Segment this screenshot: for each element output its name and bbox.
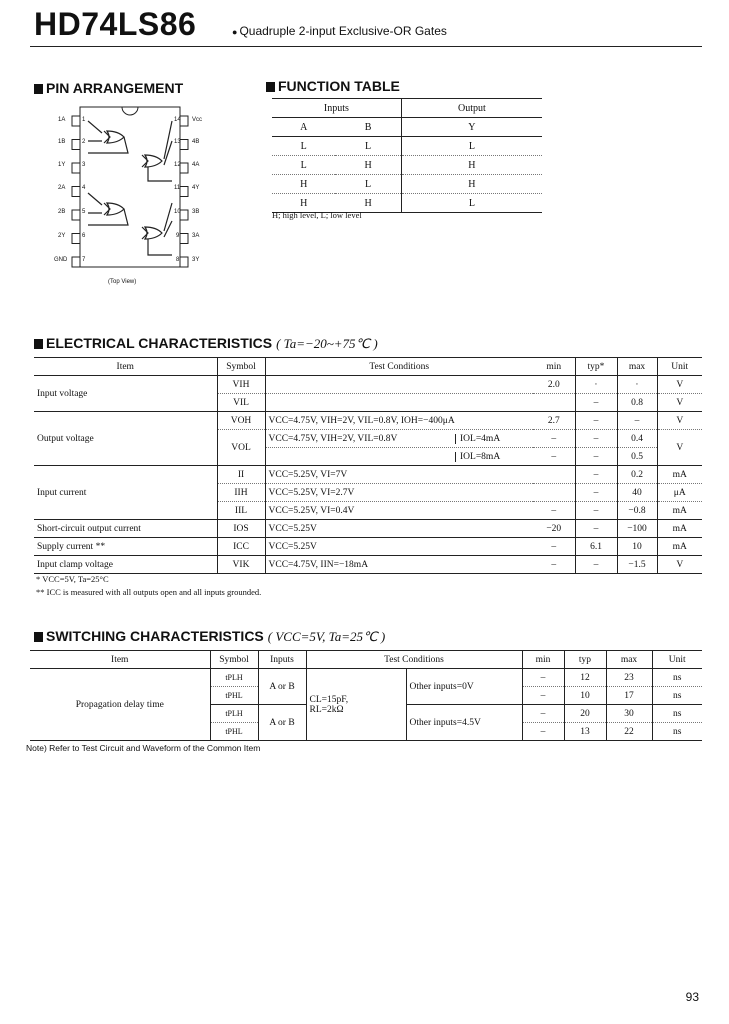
part-description: ● Quadruple 2-input Exclusive-OR Gates — [232, 24, 447, 38]
sw-min: – — [522, 669, 564, 687]
sw-symbol: tPLH — [210, 705, 258, 723]
ec-unit: mA — [657, 466, 702, 484]
ec-header-conditions: Test Conditions — [265, 358, 533, 376]
table-row — [34, 538, 702, 556]
ec-item: Input clamp voltage — [37, 559, 113, 570]
ec-symbol: VOH — [217, 412, 265, 430]
ec-cond — [265, 376, 533, 394]
ec-max: −1.5 — [617, 556, 657, 574]
pin-8-label: 3Y — [192, 257, 200, 263]
sw-header-item: Item — [111, 654, 129, 665]
table-row — [272, 156, 542, 175]
electrical-heading-row — [34, 335, 378, 353]
ec-cond — [265, 430, 533, 448]
pin-11-num: 11 — [174, 185, 181, 191]
ec-symbol: VIL — [217, 394, 265, 412]
table-row — [34, 556, 702, 574]
ec-unit: V — [657, 556, 702, 574]
table-row — [34, 466, 702, 484]
ec-typ: – — [575, 466, 617, 484]
sw-typ: 10 — [564, 687, 606, 705]
sw-cond-b: Other inputs=4.5V — [406, 705, 522, 741]
pin-9-num: 9 — [176, 233, 180, 239]
ft-cell: H — [364, 159, 372, 171]
ec-min — [533, 394, 575, 412]
pin-11-label: 4Y — [192, 185, 200, 191]
function-table — [272, 98, 542, 213]
table-row — [272, 137, 542, 156]
sw-unit: ns — [652, 705, 702, 723]
ec-max: 0.5 — [617, 448, 657, 466]
ec-max: −100 — [617, 520, 657, 538]
pin-5-label: 2B — [58, 209, 66, 215]
ec-min: – — [551, 451, 557, 462]
pin-7-num: 7 — [82, 257, 86, 263]
ec-min — [533, 484, 575, 502]
ec-item: Output voltage — [34, 412, 217, 466]
sw-min: – — [522, 705, 564, 723]
sw-symbol: tPHL — [210, 687, 258, 705]
ec-typ: – — [575, 484, 617, 502]
ec-header-min: min — [546, 361, 562, 372]
ec-max: 10 — [617, 538, 657, 556]
ec-min: −20 — [546, 523, 562, 534]
ec-typ: · — [575, 376, 617, 394]
table-row — [272, 175, 542, 194]
sw-unit: ns — [652, 669, 702, 687]
pin-arrangement-heading: PIN ARRANGEMENT — [34, 80, 183, 96]
ft-cell: L — [300, 140, 307, 152]
ec-symbol: VIH — [217, 376, 265, 394]
ec-cond — [265, 394, 533, 412]
page-number: 93 — [685, 990, 699, 1004]
pin-4-num: 4 — [82, 185, 86, 191]
ft-inputs-header: Inputs — [323, 102, 349, 114]
ec-max: – — [617, 412, 657, 430]
ec-min: – — [551, 505, 557, 516]
ec-header-typ: typ* — [575, 358, 617, 376]
pin-7-label: GND — [54, 257, 68, 263]
sw-header-min: min — [522, 651, 564, 669]
pin-10-num: 10 — [174, 209, 181, 215]
sw-cond-a: Other inputs=0V — [406, 669, 522, 705]
ec-cond: VCC=5.25V — [265, 538, 533, 556]
sw-max: 22 — [606, 723, 652, 741]
pin-6-num: 6 — [82, 233, 86, 239]
switching-heading-row — [34, 628, 385, 646]
table-row — [34, 520, 702, 538]
ec-typ: – — [575, 520, 617, 538]
ft-cell: H — [300, 197, 308, 209]
ec-header-unit: Unit — [657, 358, 702, 376]
ft-cell: H — [401, 175, 542, 194]
pin-4-label: 2A — [58, 185, 66, 191]
ec-symbol: ICC — [217, 538, 265, 556]
ec-symbol: VOL — [217, 430, 265, 466]
function-table-note: H; high level, L; low level — [272, 210, 362, 220]
ec-min: – — [551, 541, 557, 552]
ft-cell: H — [401, 156, 542, 175]
ec-header-symbol: Symbol — [217, 358, 265, 376]
pin-10-label: 3B — [192, 209, 200, 215]
ft-cell: L — [401, 194, 542, 213]
ec-item: Short-circuit output current — [37, 523, 141, 534]
sw-header-inputs: Inputs — [258, 651, 306, 669]
pin-3-label: 1Y — [58, 162, 66, 168]
pin-3-num: 3 — [82, 162, 86, 168]
ec-typ: – — [575, 556, 617, 574]
sw-max: 30 — [606, 705, 652, 723]
table-row — [34, 412, 702, 430]
ec-max: 0.4 — [617, 430, 657, 448]
ft-cell: L — [401, 137, 542, 156]
sw-header-symbol: Symbol — [210, 651, 258, 669]
ec-cond: VCC=5.25V, VI=7V — [265, 466, 533, 484]
sw-inputs: A or B — [258, 705, 306, 741]
pin-2-num: 2 — [82, 139, 86, 145]
ec-min: 2.0 — [547, 379, 560, 390]
switching-condition: ( VCC=5V, Ta=25℃ ) — [267, 629, 386, 644]
ec-cond: VCC=4.75V, VIH=2V, VIL=0.8V, IOH=−400μA — [265, 412, 533, 430]
ec-unit: V — [657, 376, 702, 394]
top-view-label: (Top View) — [108, 279, 137, 285]
ec-unit: V — [657, 412, 702, 430]
ec-max: 0.2 — [617, 466, 657, 484]
ec-max: 0.8 — [617, 394, 657, 412]
sw-header-typ: typ — [564, 651, 606, 669]
table-row — [34, 376, 702, 394]
ec-item: Supply current ** — [37, 541, 106, 552]
sw-inputs: A or B — [258, 669, 306, 705]
sw-unit: ns — [652, 723, 702, 741]
sw-symbol: tPLH — [210, 669, 258, 687]
ec-max: · — [617, 376, 657, 394]
ft-cell: L — [300, 159, 307, 171]
ec-cond-sub: IOL=8mA — [455, 452, 530, 462]
pin-14-label: Vcc — [192, 117, 203, 123]
pin-5-num: 5 — [82, 209, 86, 215]
ec-typ: – — [575, 430, 617, 448]
sw-header-max: max — [606, 651, 652, 669]
table-row — [30, 669, 702, 687]
ec-unit: mA — [657, 520, 702, 538]
ec-symbol: II — [217, 466, 265, 484]
ec-unit: μA — [657, 484, 702, 502]
pin-13-label: 4B — [192, 139, 200, 145]
sw-load-cl: CL=15pF, — [309, 694, 349, 705]
ft-col-a: A — [300, 121, 308, 133]
ft-output-header: Output — [401, 99, 542, 118]
switching-note: Note) Refer to Test Circuit and Waveform of the Common Item — [26, 743, 261, 753]
sw-typ: 13 — [564, 723, 606, 741]
ec-unit: mA — [657, 538, 702, 556]
pin-6-label: 2Y — [58, 233, 66, 239]
ec-symbol: IOS — [217, 520, 265, 538]
pin-12-label: 4A — [192, 162, 200, 168]
ec-header-max: max — [617, 358, 657, 376]
pin-9-label: 3A — [192, 233, 200, 239]
part-number: HD74LS86 — [34, 6, 197, 42]
pin-8-num: 8 — [176, 257, 180, 263]
ec-min: – — [551, 433, 557, 444]
ec-typ: – — [575, 448, 617, 466]
ft-cell: H — [300, 178, 308, 190]
sw-header-conditions: Test Conditions — [306, 651, 522, 669]
switching-heading: SWITCHING CHARACTERISTICS — [34, 628, 264, 644]
pin-labels — [52, 103, 222, 273]
sw-max: 23 — [606, 669, 652, 687]
ec-cond: VCC=5.25V — [265, 520, 533, 538]
ec-header-item: Item — [116, 361, 134, 372]
ec-max: −0.8 — [617, 502, 657, 520]
sw-typ: 12 — [564, 669, 606, 687]
sw-unit: ns — [652, 687, 702, 705]
ec-min — [533, 466, 575, 484]
ec-symbol: VIK — [217, 556, 265, 574]
pin-13-num: 13 — [174, 139, 181, 145]
sw-max: 17 — [606, 687, 652, 705]
ec-unit: mA — [657, 502, 702, 520]
ft-col-y: Y — [401, 118, 542, 137]
ec-typ: 6.1 — [575, 538, 617, 556]
ec-typ: – — [575, 394, 617, 412]
ec-item: Input current — [34, 466, 217, 520]
ft-cell: L — [365, 178, 372, 190]
ec-symbol: IIL — [217, 502, 265, 520]
electrical-condition: ( Ta=−20~+75℃ ) — [276, 336, 378, 351]
ec-typ: – — [575, 502, 617, 520]
ec-cond: VCC=5.25V, VI=0.4V — [265, 502, 533, 520]
electrical-heading: ELECTRICAL CHARACTERISTICS — [34, 335, 272, 351]
function-table-heading: FUNCTION TABLE — [266, 78, 400, 94]
sw-item: Propagation delay time — [30, 669, 210, 741]
sw-load — [306, 669, 406, 741]
ec-max: 40 — [617, 484, 657, 502]
electrical-table — [34, 357, 702, 574]
ec-min: 2.7 — [547, 415, 560, 426]
sw-header-unit: Unit — [652, 651, 702, 669]
pin-14-num: 14 — [174, 117, 181, 123]
ft-cell: H — [364, 197, 372, 209]
ec-cond — [265, 448, 533, 466]
ec-item: Input voltage — [34, 376, 217, 412]
ec-footnote-2: ** ICC is measured with all outputs open and all inputs grounded. — [36, 587, 262, 597]
ft-col-b: B — [364, 121, 372, 133]
ec-cond: VCC=5.25V, VI=2.7V — [265, 484, 533, 502]
ec-footnote-1: * VCC=5V, Ta=25°C — [36, 574, 109, 584]
ft-cell: L — [365, 140, 372, 152]
pin-1-label: 1A — [58, 117, 66, 123]
header-rule — [30, 46, 702, 47]
sw-min: – — [522, 687, 564, 705]
pin-12-num: 12 — [174, 162, 181, 168]
ec-unit: V — [657, 430, 702, 466]
sw-min: – — [522, 723, 564, 741]
pin-2-label: 1B — [58, 139, 66, 145]
switching-table — [30, 650, 702, 741]
ec-unit: V — [657, 394, 702, 412]
ec-min: – — [551, 559, 557, 570]
sw-load-rl: RL=2kΩ — [309, 704, 344, 715]
sw-symbol: tPHL — [210, 723, 258, 741]
ec-cond-sub: IOL=4mA — [455, 434, 530, 444]
pin-1-num: 1 — [82, 117, 86, 123]
ec-typ: – — [575, 412, 617, 430]
ec-symbol: IIH — [217, 484, 265, 502]
ec-cond: VCC=4.75V, IIN=−18mA — [265, 556, 533, 574]
ec-cond-main: VCC=4.75V, VIH=2V, VIL=0.8V — [268, 433, 398, 444]
sw-typ: 20 — [564, 705, 606, 723]
